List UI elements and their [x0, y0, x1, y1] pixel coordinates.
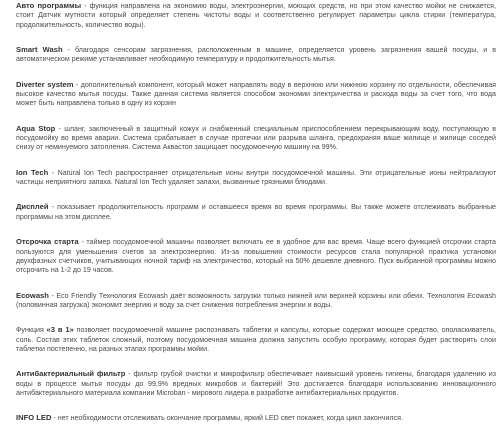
- feature-term: Антибактериальный фильтр: [16, 369, 126, 379]
- feature-prefix: Функция: [16, 326, 47, 335]
- feature-term: Aqua Stop: [16, 123, 56, 133]
- feature-description: - Natural Ion Tech распространяет отрицательные ионы внутри посудомоечной машины. Эти отрицательные ионы нейтрализуют частицы неприятного запаха. Natural Ion Tech удаляет запахи, вызванные грязными блюдами.: [16, 168, 496, 187]
- feature-ecowash: [16, 291, 496, 311]
- feature-term: Авто программы: [16, 1, 82, 10]
- feature-delayed-start: [16, 237, 496, 275]
- feature-auto-programs: [16, 1, 496, 30]
- feature-description: - показывает продолжительность программ и оставшееся время во время программы. Вы также можете отслеживать выбранные программы на этом дисплее.: [16, 203, 496, 221]
- feature-description: - дополнительный компонент, который может направлять воду в верхнюю или нижнюю корзину по отдельности, обеспечивая высокое качество мытья посуды. Также данная система является способом экономии электричества и расхода воды за счет того, что вода может быть направлена только в одну из корзин: [16, 80, 496, 108]
- feature-3-in-1: [16, 325, 496, 354]
- feature-smart-wash: [16, 45, 496, 65]
- feature-term: Ion Tech: [16, 167, 49, 177]
- feature-term: Smart Wash: [16, 45, 63, 55]
- feature-aqua-stop: [16, 124, 496, 153]
- feature-diverter-system: [16, 80, 496, 109]
- feature-term: Отсрочка старта: [16, 237, 79, 247]
- feature-description: - функция направлена на экономию воды, электроэнергии, моющих средств, но при этом качество мойки не снижается, стоит Датчик мутности который определяет степень чистоты воды и соответственно регулирует параметры цикла стирки (температура, продолжительность, количество воды).: [16, 2, 496, 29]
- feature-term: «3 в 1»: [46, 325, 74, 335]
- feature-description: - благодаря сенсорам загрязнения, расположенным в машине, определяется уровень загрязнения вашей посуды, и в автоматическом режиме устанавливает необходимую температуру и продолжительность мытья.: [16, 46, 496, 64]
- feature-antibacterial-filter: [16, 369, 496, 398]
- feature-term: Diverter system: [16, 79, 74, 89]
- feature-info-led: [16, 413, 496, 423]
- feature-description: - шланг, заключенный в защитный кожух и снабженный специальным приспособлением перекрывающим воду, поступающую в посудомойку во время аварии. Система срабатывает в случае протечки или разрыва шланга, предохраняя ваше жилище и жилище соседей снизу от неминуемого затопления. Система Аквастоп защищает посудомоечную машину на 99%.: [16, 124, 496, 152]
- feature-ion-tech: [16, 168, 496, 188]
- feature-term: Дисплей: [16, 202, 49, 212]
- feature-display: [16, 202, 496, 222]
- feature-description: - Eco Friendly Технология Ecowash даёт возможность загрузки только нижней или верхней корзины или обеих. Технология Ecowash (половинная загрузка) экономит энергию и воду за счет снижения потребления энергии и воды.: [16, 291, 496, 309]
- feature-description: - таймер посудомоечной машины позволяет включать ее в удобное для вас время. Чаще всего функцией отсрочки старта пользуются для уменьшения счетов за электроэнергию. Из-за повышения стоимости ресурсов стала популярной практика установки двухфазных счетчиков, учитывающих ночной тариф на электричество, который на 50% дешевле дневного. Пуск выбранной программы можно отсрочить на 1-2 до 19 часов.: [16, 238, 496, 275]
- feature-description: - нет необходимости отслеживать окончание программы, яркий LED свет покажет, когда цикл закончился.: [51, 414, 403, 423]
- feature-term: Ecowash: [16, 290, 49, 300]
- feature-description: позволяет посудомоечной машине распознавать таблетки и капсулы, которые содержат моющее средство, ополаскиватель, соль. Состав этих таблеток сложный, поэтому посудомоечная машина должна запустить особую программу, которая будет растворять слои таблетки постепенно, на разных этапах программы мойки.: [16, 326, 497, 353]
- feature-description: - фильтр грубой очистки и микрофильтр обеспечивает наивысший уровень гигиены, благодаря удалению из воды в процессе мытья посуды до 99,9% вредных микробов и бактерий! Это достигается благодаря использованию инновационного антибактериального материала компании Microban - мирового лидера в разработке антибактериальных продуктов.: [16, 370, 497, 397]
- feature-term: INFO LED: [16, 413, 52, 423]
